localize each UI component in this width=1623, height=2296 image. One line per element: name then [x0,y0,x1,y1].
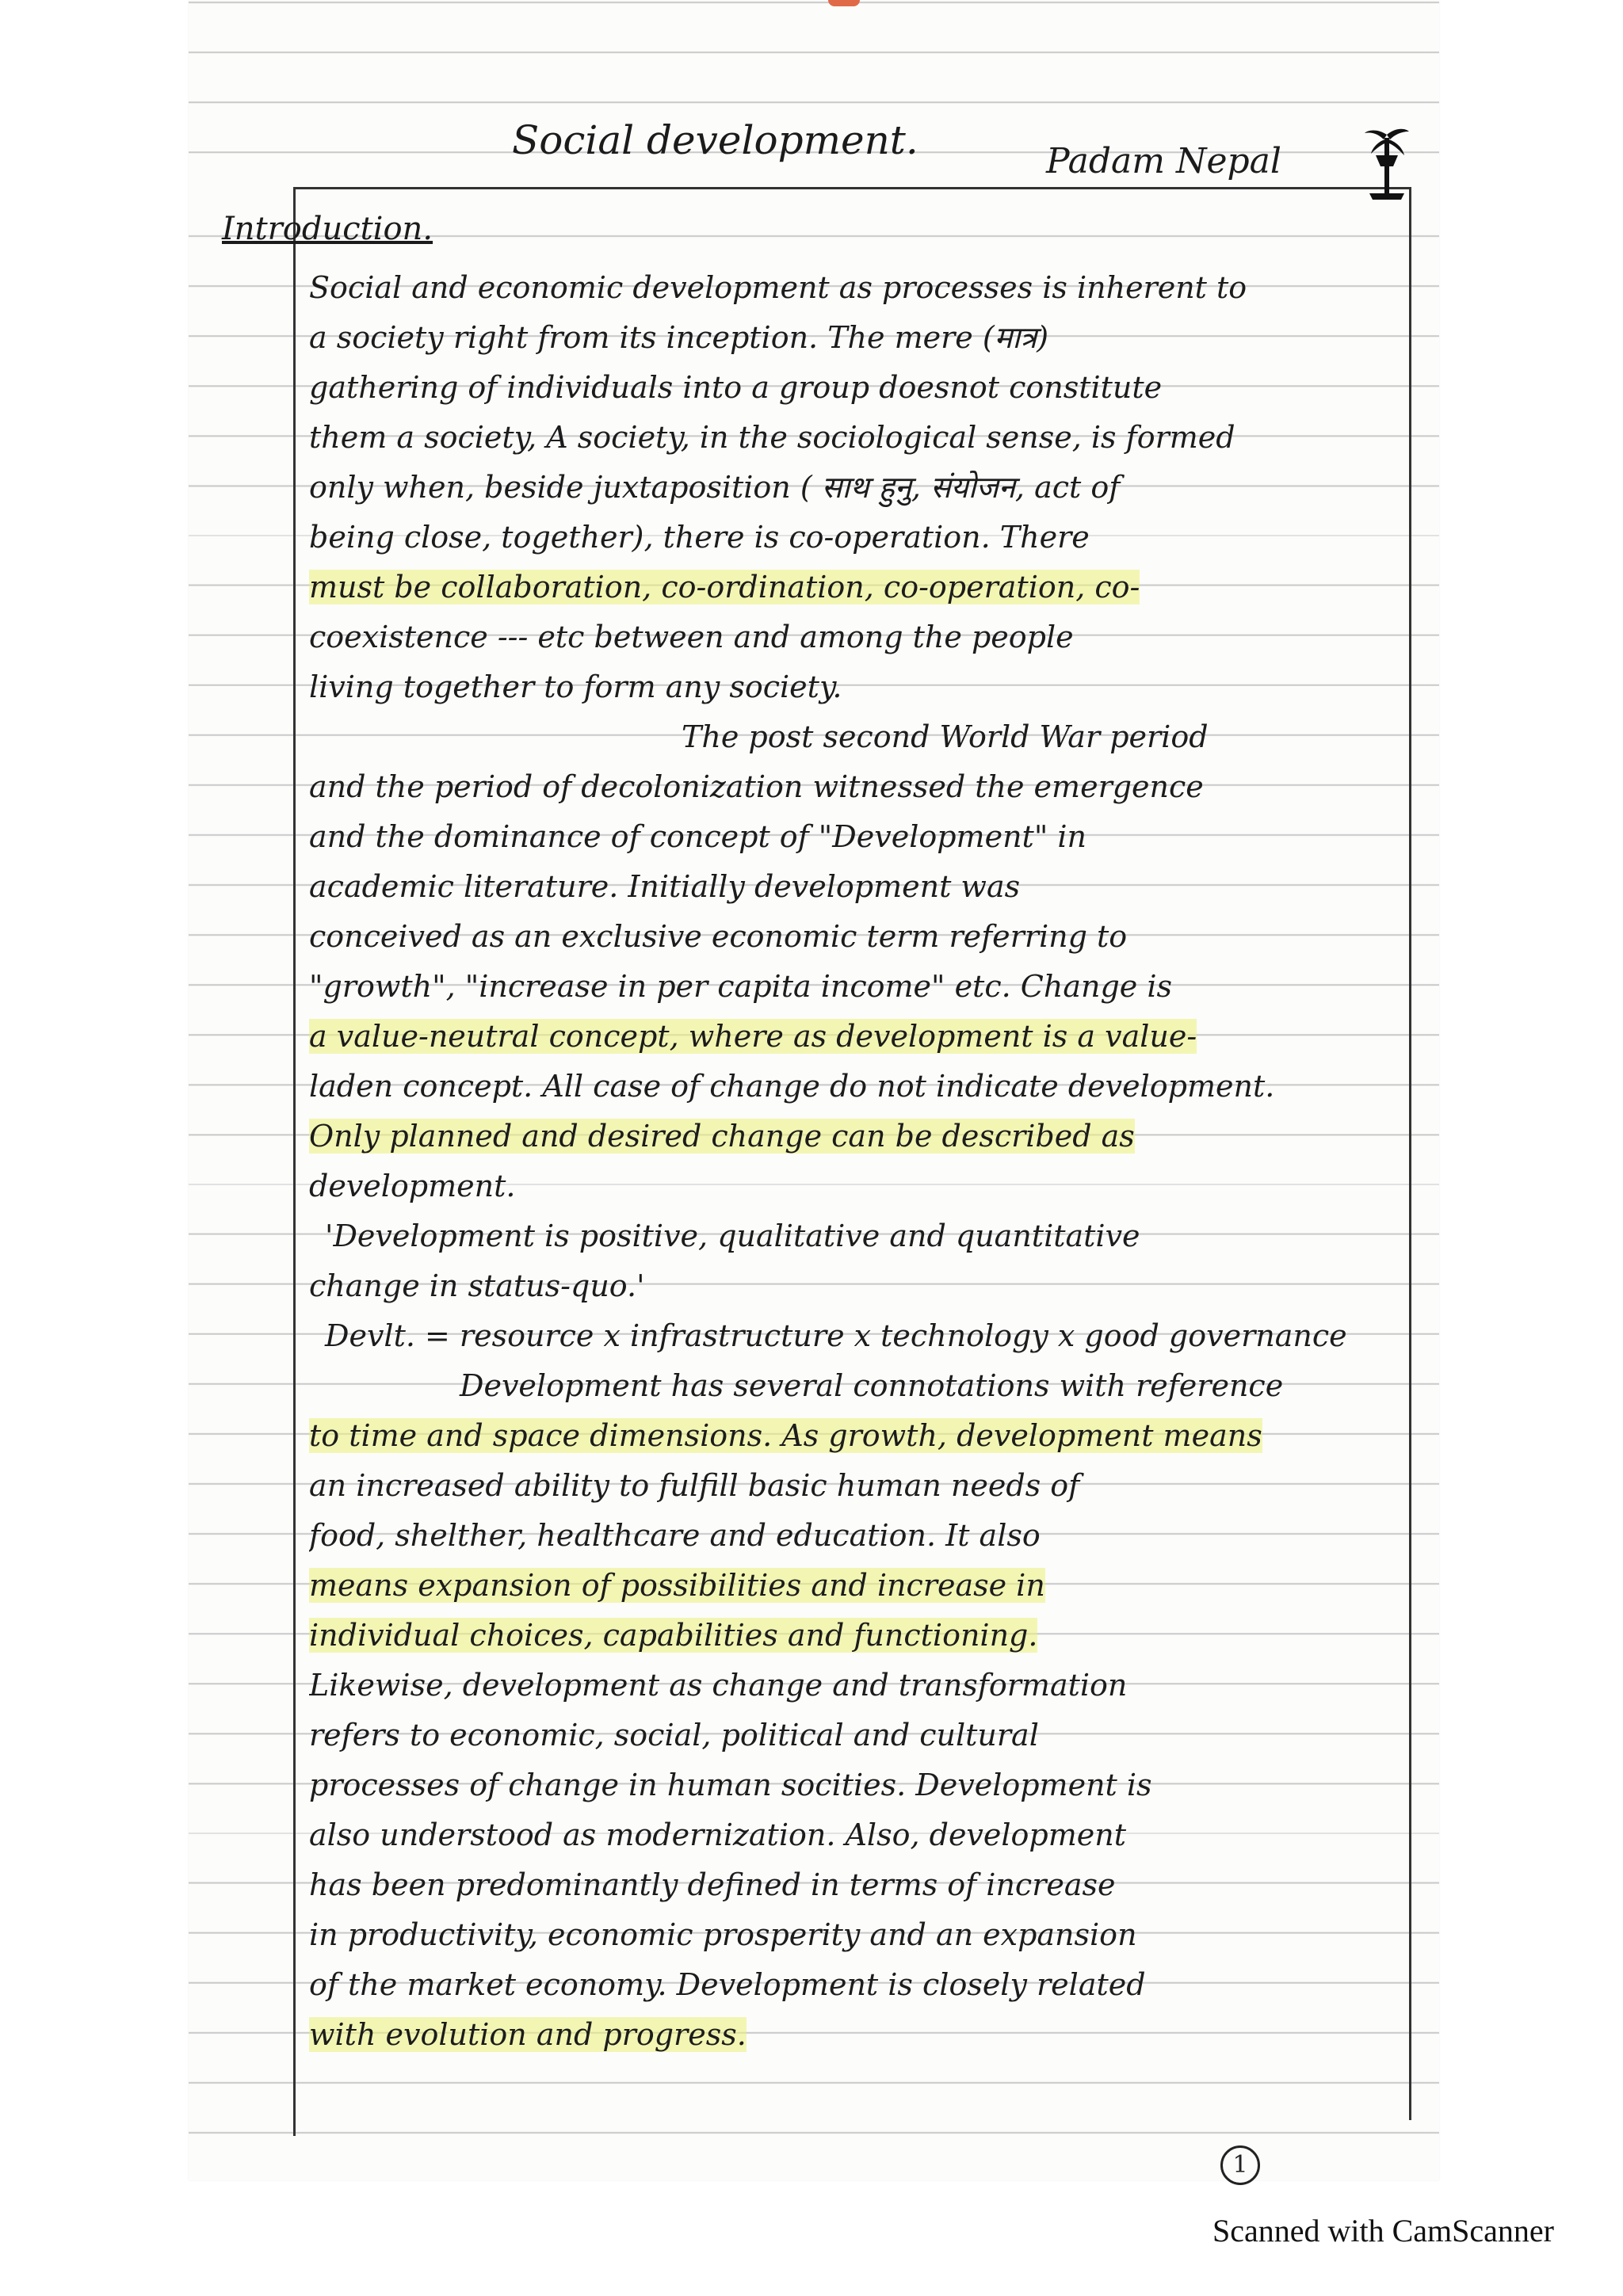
text-line: of the market economy. Development is closely related [309,1967,1146,2002]
text-line: them a society, A society, in the sociological sense, is formed [309,420,1235,455]
text-line: gathering of individuals into a group doesnot constitute [309,370,1163,405]
text-line-highlighted: with evolution and progress. [309,2017,747,2052]
development-formula: Devlt. = resource x infrastructure x technology x good governance [325,1318,1347,1353]
text-line: The post second World War period [682,719,1209,754]
text-line: being close, together), there is co-operation. There [309,520,1090,555]
text-line: academic literature. Initially development was [309,869,1021,904]
text-line: also understood as modernization. Also, development [309,1817,1127,1852]
scanner-watermark: Scanned with CamScanner [1212,2213,1554,2248]
page-number: 1 [1220,2145,1260,2185]
text-line: Development has several connotations with reference [460,1368,1284,1403]
text-line: only when, beside juxtaposition ( साथ हुनु, संयोजन, act of [309,470,1121,505]
text-line: coexistence --- etc between and among the people [309,620,1074,654]
text-line: an increased ability to fulfill basic human needs of [309,1468,1080,1503]
text-line: refers to economic, social, political and cultural [309,1718,1039,1753]
text-line: "growth", "increase in per capita income" etc. Change is [309,969,1172,1004]
page-top-blot [828,0,860,6]
text-line: living together to form any society. [309,669,842,704]
text-line: processes of change in human socities. Development is [309,1768,1152,1802]
left-margin-line [293,187,296,2136]
text-line: a society right from its inception. The mere (मात्र) [309,320,1049,355]
text-line: conceived as an exclusive economic term referring to [309,919,1128,954]
text-line: and the dominance of concept of "Development" in [309,819,1087,854]
page-title: Social development. [512,117,918,163]
author-name: Padam Nepal [1046,141,1281,181]
top-margin-line [293,187,1411,189]
text-line-highlighted: a value-neutral concept, where as development is a value- [309,1019,1197,1054]
text-line: Likewise, development as change and transformation [309,1668,1128,1703]
text-line: development. [309,1169,516,1203]
section-heading: Introduction. [222,211,433,247]
text-line: in productivity, economic prosperity and an expansion [309,1917,1137,1952]
text-line-highlighted: means expansion of possibilities and increase in [309,1568,1045,1603]
text-line-highlighted: to time and space dimensions. As growth, development means [309,1418,1262,1453]
text-line: and the period of decolonization witnessed the emergence [309,769,1204,804]
definition-quote: change in status-quo.' [309,1268,645,1303]
handwritten-body [309,263,1419,2060]
text-line-highlighted: Only planned and desired change can be described as [309,1119,1135,1154]
text-line: laden concept. All case of change do not indicate development. [309,1069,1275,1104]
text-line-highlighted: must be collaboration, co-ordination, co-operation, co- [309,570,1140,605]
text-line: has been predominantly defined in terms of increase [309,1867,1116,1902]
definition-quote: 'Development is positive, qualitative and quantitative [325,1219,1140,1253]
text-line: food, shelther, healthcare and education. It also [309,1518,1041,1553]
palm-stamp-icon [1361,119,1412,206]
text-line-highlighted: individual choices, capabilities and functioning. [309,1618,1038,1653]
text-line: Social and economic development as processes is inherent to [309,270,1247,305]
